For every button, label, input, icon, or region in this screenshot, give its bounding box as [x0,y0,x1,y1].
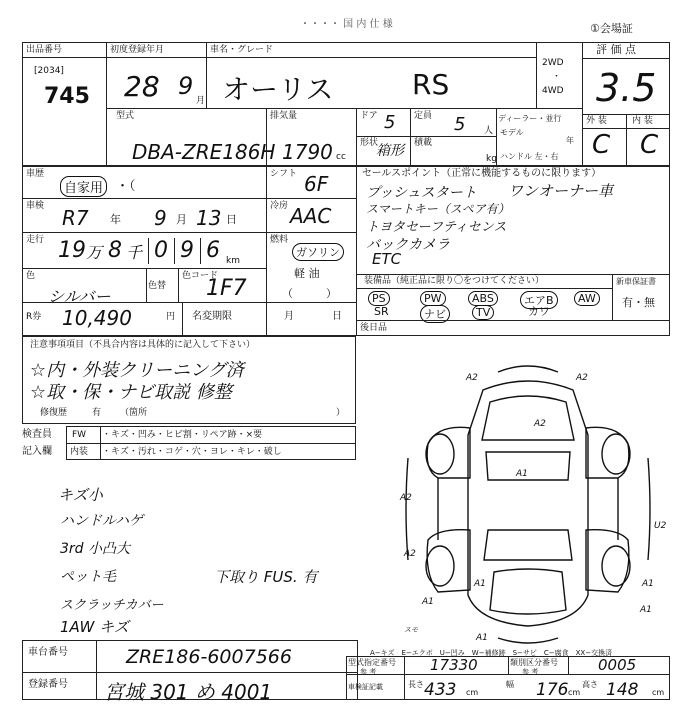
interior-row-label: 内装 [70,447,89,457]
length-value: 433 [424,680,457,700]
color-code-label: 色コード [182,271,219,281]
inspection-day: 13 [196,206,222,230]
ac-value: AAC [290,204,332,228]
displacement-label: 排気量 [270,111,298,121]
sales-points-label: セールスポイント（正常に機能するものに限ります） [362,168,602,179]
class-spec-number: 0005 [598,656,637,674]
width-value: 176 [536,680,569,700]
doors-label: ドア [360,111,378,121]
model-label: 型式 [116,111,135,121]
damage-mark: A2 [466,373,478,383]
inspection-month: 9 [154,206,167,230]
inspection-label: 車検 [26,201,45,211]
color-value: シルバー [48,287,111,306]
lot-label: 出品番号 [26,45,63,55]
equip-tv: TV [472,305,494,320]
equip-sr: SR [374,305,389,318]
body-note-6: 1AW キズ [60,618,129,636]
drive-2wd: 2WD [542,58,564,68]
model-value: DBA-ZRE186H [132,140,276,164]
damage-mark: A1 [640,605,652,615]
rating-label: 評 価 点 [596,43,636,56]
equip-airbag: エアB [520,291,558,309]
sales-point-1: プッシュスタート [366,185,477,201]
interior-grade: C [640,130,659,160]
capacity-label: 定員 [414,111,433,121]
inspection-era: R7 [62,206,89,230]
damage-mark: A1 [476,633,488,643]
mileage-10k: 19 [58,238,86,263]
car-name-label: 車名・グレード [210,45,274,55]
interior-label: 内 装 [632,116,653,126]
top-form-frame [22,42,670,166]
shape-value: 箱形 [376,143,404,159]
interior-row-items: ・キズ・汚れ・コゲ・穴・ヨレ・キレ・破し [102,447,282,457]
type-spec-label: 型式指定番号 [348,658,396,667]
history-label: 車歴 [26,169,45,179]
color-code: 1F7 [206,276,247,301]
registration-label: 登録番号 [28,679,68,690]
fuel-label: 燃料 [270,235,289,245]
damage-mark: A2 [404,549,416,559]
mileage-1k: 8 [108,238,122,263]
damage-mark: A1 [422,597,434,607]
warranty-label: 新車保証書 [616,277,656,286]
warranty-value: 有・無 [622,296,655,309]
damage-mark: A2 [534,419,546,429]
ac-label: 冷房 [270,201,289,211]
damage-mark: A1 [474,579,486,589]
sales-point-5: バックカメラ [366,237,450,253]
shift-label: シフト [270,169,298,179]
car-body-diagram [378,360,678,650]
smoke-label: スモ [404,626,418,634]
rating-score: 3.5 [596,66,657,110]
header-text: ・・・・ 国 内 仕 様 [300,19,393,30]
sales-point-3: スマートキー（スペア有） [366,202,510,216]
car-name: オーリス [222,73,334,106]
tax-label: R券 [26,312,42,322]
mileage-label: 走行 [26,235,45,245]
notes-label: 注意事項項目（不具合内容は具体的に記入して下さい） [30,340,256,350]
exterior-grade: C [592,130,611,160]
registration-number: 宮城 301 め 4001 [104,680,273,704]
body-note-4: ペット毛 [60,569,116,585]
notes-line-1: ☆内・外装クリーニング済 [30,360,244,381]
height-value: 148 [606,680,639,700]
repair-history-label: 修復歴 [40,408,68,418]
fw-items: ・キズ・凹み・ヒビ割・リペア跡・×要 [102,430,263,440]
name-change-label: 名変期限 [192,311,232,322]
history-value: 自家用 [60,176,107,197]
sales-point-4: トヨタセーフティセンス [366,220,507,235]
exterior-label: 外 装 [586,116,607,126]
capacity-value: 5 [454,114,466,135]
dimensions-label: 車検証記載 [348,683,383,691]
drive-4wd: 4WD [542,86,564,96]
lot-code: [2034] [34,66,64,76]
damage-mark: A1 [642,579,654,589]
body-note-3: 3rd 小凸大 [60,541,130,557]
chassis-number: ZRE186-6007566 [126,646,292,668]
damage-mark: A2 [576,373,588,383]
displacement-value: 1790 [282,140,333,164]
mileage-100: 0 [154,238,168,263]
handle-label: ハンドル 左・右 [500,152,559,161]
load-label: 積載 [414,138,433,148]
doors-value: 5 [384,112,396,133]
equipment-label: 装備品（純正品に限り〇をつけてください） [364,276,545,286]
color-change-label: 色替 [148,281,167,291]
equip-navi: ナビ [420,305,450,323]
car-grade: RS [412,68,450,101]
type-spec-number: 17330 [430,656,478,674]
venue-cert: ①会場証 [590,22,633,35]
equip-abs: ABS [468,291,498,306]
equip-ps: PS [368,291,390,306]
equip-aw: AW [574,291,600,306]
first-reg-month: 9 [178,72,194,100]
first-reg-label: 初度登録年月 [110,45,165,55]
inspector-label: 検査員 [22,429,52,440]
body-note-5: スクラッチカバー [60,598,164,613]
damage-mark: A2 [400,493,412,503]
chassis-label: 車台番号 [28,647,68,658]
fuel-gasoline: ガソリン [292,243,344,261]
first-reg-year: 28 [124,70,160,103]
damage-mark: A1 [516,469,528,479]
sales-point-6: ETC [372,250,402,268]
shape-label: 形状 [360,138,379,148]
equip-pw: PW [420,291,446,306]
repair-history-value: 有 [92,408,102,418]
fuel-diesel: 軽 油 [294,267,320,280]
spare-key-note: 下取り FUS. 有 [214,568,318,586]
damage-legend: A−キズ E−エクボ U−凹み W−補修跡 S−サビ C−腐食 XX−交換済 [370,649,613,657]
mileage-10: 9 [180,238,194,263]
notes-line-2: ☆取・保・ナビ取説 修整 [30,382,232,403]
lot-number: 745 [44,84,90,109]
mileage-1: 6 [206,238,220,263]
body-note-2: ハンドルハゲ [60,513,144,529]
color-label: 色 [26,271,36,281]
writer-label: 記入欄 [22,446,52,457]
body-note-1: キズ小 [58,486,103,504]
after-items-label: 後日品 [360,323,388,333]
equip-leather: カワ [528,305,550,318]
dealer-label: ディーラー・並行 [498,114,562,123]
damage-mark: U2 [654,521,667,531]
class-spec-label: 類別区分番号 [510,658,558,667]
fw-label: FW [72,430,87,440]
tax-value: 10,490 [62,306,132,330]
shift-value: 6F [304,172,329,196]
sales-point-2: ワンオーナー車 [508,182,614,200]
